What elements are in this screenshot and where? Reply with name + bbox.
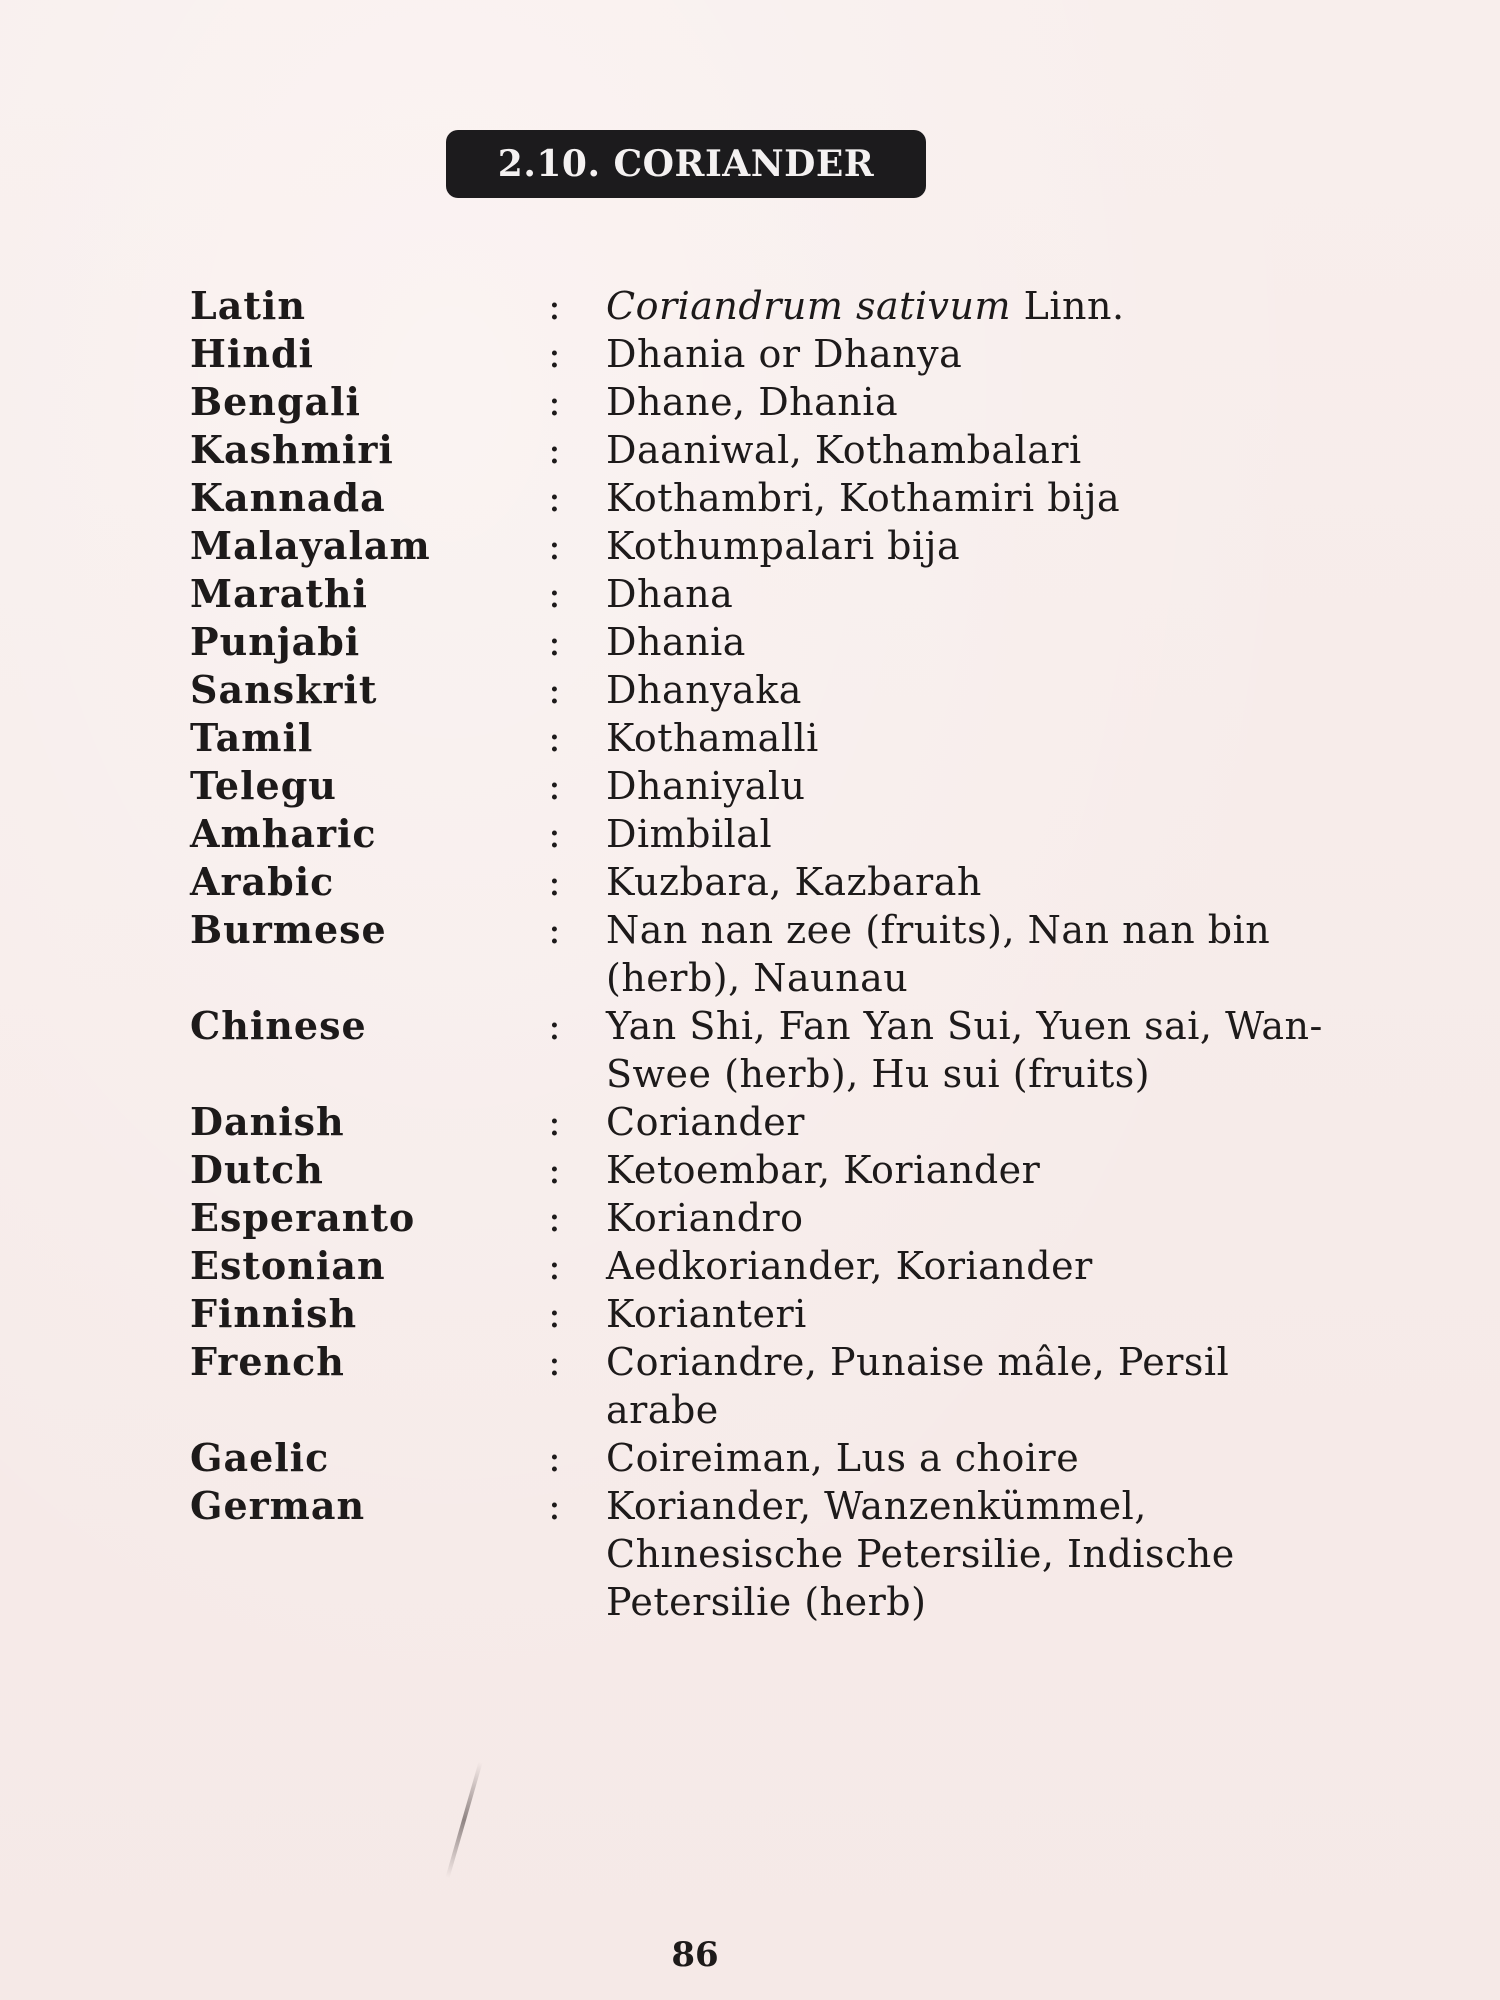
scientific-name: Coriandrum sativum [606,284,1012,328]
name-entry-telegu [0,762,1500,810]
language-label: Kashmiri [190,427,394,472]
vernacular-names [606,762,1326,810]
vernacular-names [606,330,1326,378]
names-text: Coriander [606,1100,805,1144]
separator-colon: : [548,716,561,760]
paper-scratch-mark [446,1762,483,1878]
vernacular-names [606,666,1326,714]
language-label: Burmese [190,907,387,952]
vernacular-names [606,714,1326,762]
separator-colon: : [548,284,561,328]
names-text: Dhane, Dhania [606,380,899,424]
separator-colon: : [548,620,561,664]
separator-colon: : [548,332,561,376]
vernacular-names [606,1482,1326,1626]
separator-colon: : [548,908,561,952]
names-text: Dhania [606,620,746,664]
name-entry-finnish [0,1290,1500,1338]
language-label: Kannada [190,475,386,520]
vernacular-names [606,1098,1326,1146]
language-label: Arabic [190,859,335,904]
names-text: Dhana [606,572,734,616]
names-text: Nan nan zee (fruits), Nan nan bin (herb), Naunau [606,908,1271,1000]
name-entry-bengali [0,378,1500,426]
name-entry-french [0,1338,1500,1434]
name-entry-amharic [0,810,1500,858]
language-label: Estonian [190,1243,386,1288]
name-entry-sanskrit [0,666,1500,714]
separator-colon: : [548,1148,561,1192]
names-text: Kuzbara, Kazbarah [606,860,982,904]
page-number: 86 [671,1935,719,1975]
name-entry-esperanto [0,1194,1500,1242]
separator-colon: : [548,1436,561,1480]
name-entry-marathi [0,570,1500,618]
names-text: Koriandro [606,1196,804,1240]
language-label: Malayalam [190,523,431,568]
name-entry-hindi [0,330,1500,378]
separator-colon: : [548,1004,561,1048]
names-text: Dhanyaka [606,668,802,712]
vernacular-names [606,810,1326,858]
name-entry-kannada [0,474,1500,522]
name-entry-estonian [0,1242,1500,1290]
name-entry-german [0,1482,1500,1626]
names-text: Kothamalli [606,716,819,760]
vernacular-names [606,1338,1326,1434]
separator-colon: : [548,1244,561,1288]
names-text: Dhania or Dhanya [606,332,963,376]
separator-colon: : [548,812,561,856]
vernacular-names [606,1194,1326,1242]
separator-colon: : [548,1196,561,1240]
vernacular-names [606,282,1326,330]
vernacular-names [606,378,1326,426]
vernacular-names [606,1434,1326,1482]
separator-colon: : [548,668,561,712]
language-label: Latin [190,283,306,328]
names-text: Dimbilal [606,812,773,856]
separator-colon: : [548,524,561,568]
language-label: Telegu [190,763,337,808]
separator-colon: : [548,860,561,904]
vernacular-names [606,570,1326,618]
vernacular-names [606,1146,1326,1194]
vernacular-names [606,1242,1326,1290]
name-entry-latin [0,282,1500,330]
separator-colon: : [548,476,561,520]
language-label: Marathi [190,571,368,616]
language-label: Bengali [190,379,361,424]
names-text: Daaniwal, Kothambalari [606,428,1082,472]
language-label: Sanskrit [190,667,378,712]
vernacular-names [606,906,1326,1002]
language-label: Chinese [190,1003,367,1048]
language-label: Danish [190,1099,345,1144]
language-label: Esperanto [190,1195,416,1240]
language-name-list [0,282,1500,1626]
names-text: Koriander, Wanzenkümmel, Chınesische Petersilie, Indische Petersilie (herb) [606,1484,1235,1624]
name-entry-danish [0,1098,1500,1146]
language-label: Hindi [190,331,314,376]
vernacular-names [606,618,1326,666]
vernacular-names [606,522,1326,570]
name-entry-chinese [0,1002,1500,1098]
name-entry-dutch [0,1146,1500,1194]
separator-colon: : [548,428,561,472]
language-label: Dutch [190,1147,324,1192]
vernacular-names [606,426,1326,474]
names-text: Aedkoriander, Koriander [606,1244,1093,1288]
language-label: Finnish [190,1291,358,1336]
vernacular-names [606,1290,1326,1338]
section-heading: 2.10. CORIANDER [446,130,926,198]
names-text: Coriandre, Punaise mâle, Persil arabe [606,1340,1230,1432]
name-entry-malayalam [0,522,1500,570]
name-entry-burmese [0,906,1500,1002]
names-text: Kothumpalari bija [606,524,961,568]
language-label: Tamil [190,715,314,760]
vernacular-names [606,474,1326,522]
names-text: Kothambri, Kothamiri bija [606,476,1121,520]
language-label: German [190,1483,366,1528]
name-entry-arabic [0,858,1500,906]
name-entry-tamil [0,714,1500,762]
language-label: French [190,1339,345,1384]
name-entry-gaelic [0,1434,1500,1482]
names-text: Coireiman, Lus a choire [606,1436,1080,1480]
separator-colon: : [548,764,561,808]
names-text: Linn. [1011,284,1125,328]
vernacular-names [606,1002,1326,1098]
language-label: Amharic [190,811,377,856]
separator-colon: : [548,380,561,424]
separator-colon: : [548,1484,561,1528]
names-text: Yan Shi, Fan Yan Sui, Yuen sai, Wan-Swee (herb), Hu sui (fruits) [606,1004,1323,1096]
separator-colon: : [548,572,561,616]
name-entry-kashmiri [0,426,1500,474]
names-text: Ketoembar, Koriander [606,1148,1041,1192]
separator-colon: : [548,1292,561,1336]
language-label: Gaelic [190,1435,330,1480]
language-label: Punjabi [190,619,361,664]
separator-colon: : [548,1340,561,1384]
vernacular-names [606,858,1326,906]
separator-colon: : [548,1100,561,1144]
names-text: Korianteri [606,1292,807,1336]
name-entry-punjabi [0,618,1500,666]
names-text: Dhaniyalu [606,764,806,808]
